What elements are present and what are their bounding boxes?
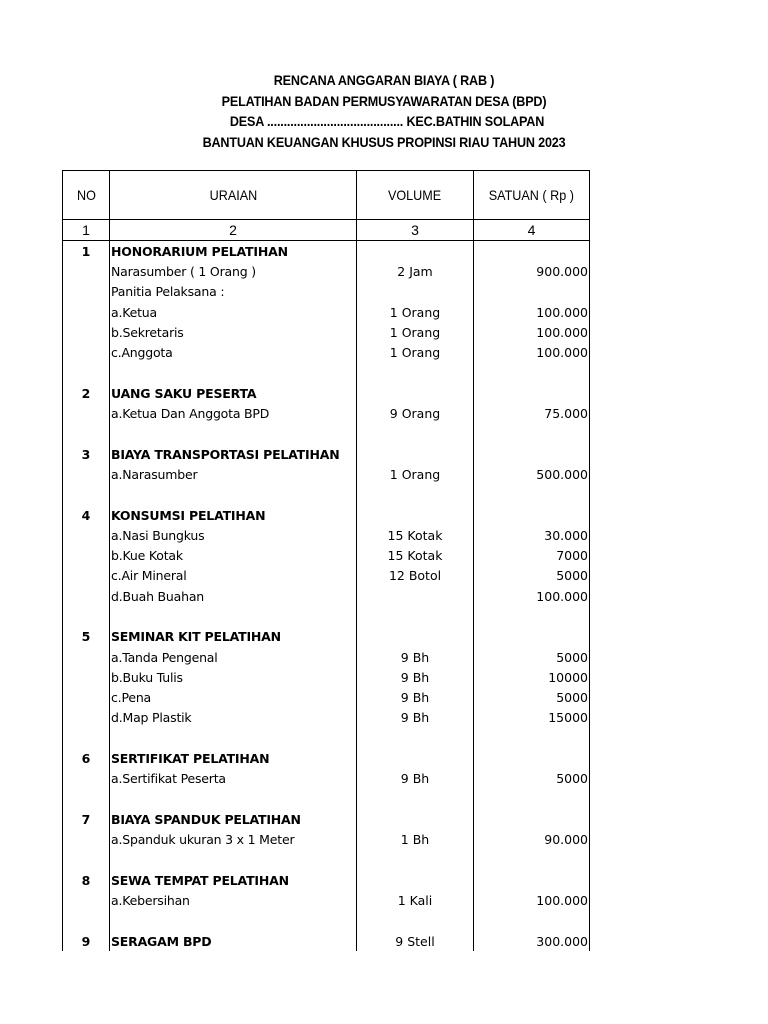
table-row <box>63 647 590 667</box>
table-row <box>63 789 590 809</box>
row-satuan-cell <box>474 505 590 525</box>
row-satuan-cell <box>474 363 590 383</box>
row-volume-cell <box>357 241 474 262</box>
row-uraian-cell: c.Anggota <box>110 342 357 362</box>
row-uraian-cell <box>110 911 357 931</box>
row-volume-cell <box>357 911 474 931</box>
row-satuan-cell: 7000 <box>474 545 590 565</box>
row-satuan-cell: 5000 <box>474 688 590 708</box>
row-number-cell <box>63 545 110 565</box>
row-uraian-cell: c.Air Mineral <box>110 566 357 586</box>
row-number-cell <box>63 586 110 606</box>
table-row <box>63 485 590 505</box>
row-satuan-cell: 300.000 <box>474 931 590 951</box>
row-satuan-cell: 100.000 <box>474 302 590 322</box>
row-uraian-cell: a.Tanda Pengenal <box>110 647 357 667</box>
row-uraian-cell <box>110 850 357 870</box>
row-volume-cell <box>357 870 474 890</box>
row-volume-cell <box>357 383 474 403</box>
row-uraian-cell: d.Buah Buahan <box>110 586 357 606</box>
row-uraian-cell: SEMINAR KIT PELATIHAN <box>110 627 357 647</box>
row-satuan-cell: 5000 <box>474 769 590 789</box>
row-number-cell <box>63 282 110 302</box>
row-uraian-cell: KONSUMSI PELATIHAN <box>110 505 357 525</box>
row-satuan-cell: 100.000 <box>474 322 590 342</box>
table-row <box>63 505 590 525</box>
row-satuan-cell <box>474 241 590 262</box>
table-row <box>63 850 590 870</box>
row-uraian-cell: SERTIFIKAT PELATIHAN <box>110 748 357 768</box>
table-row <box>63 342 590 362</box>
column-number: 3 <box>357 220 474 241</box>
row-uraian-cell: a.Sertifikat Peserta <box>110 769 357 789</box>
header-no: NO <box>63 171 110 220</box>
row-satuan-cell <box>474 424 590 444</box>
document-title-block <box>0 70 768 152</box>
row-volume-cell: 1 Kali <box>357 891 474 911</box>
row-uraian-cell: b.Buku Tulis <box>110 667 357 687</box>
table-row <box>63 464 590 484</box>
row-satuan-cell: 15000 <box>474 708 590 728</box>
row-uraian-cell: b.Sekretaris <box>110 322 357 342</box>
table-row <box>63 302 590 322</box>
row-uraian-cell <box>110 363 357 383</box>
row-volume-cell: 12 Botol <box>357 566 474 586</box>
row-uraian-cell: c.Pena <box>110 688 357 708</box>
table-row <box>63 688 590 708</box>
row-uraian-cell: UANG SAKU PESERTA <box>110 383 357 403</box>
table-row <box>63 586 590 606</box>
row-number-cell <box>63 708 110 728</box>
row-volume-cell: 15 Kotak <box>357 545 474 565</box>
row-volume-cell: 9 Bh <box>357 708 474 728</box>
row-uraian-cell: a.Spanduk ukuran 3 x 1 Meter <box>110 830 357 850</box>
title-line-3: DESA ......................................... KEC.BATHIN SOLAPAN <box>229 113 545 129</box>
row-number-cell <box>63 688 110 708</box>
table-row <box>63 667 590 687</box>
table-row <box>63 525 590 545</box>
row-volume-cell: 9 Bh <box>357 688 474 708</box>
row-satuan-cell <box>474 789 590 809</box>
row-uraian-cell: Narasumber ( 1 Orang ) <box>110 261 357 281</box>
row-volume-cell <box>357 485 474 505</box>
row-satuan-cell <box>474 870 590 890</box>
row-volume-cell: 2 Jam <box>357 261 474 281</box>
row-number-cell <box>63 403 110 423</box>
row-satuan-cell <box>474 485 590 505</box>
row-uraian-cell: BIAYA SPANDUK PELATIHAN <box>110 809 357 829</box>
table-row <box>63 322 590 342</box>
column-number-row <box>63 220 590 241</box>
table-row <box>63 830 590 850</box>
row-number-cell: 4 <box>63 505 110 525</box>
row-uraian-cell <box>110 728 357 748</box>
budget-table <box>62 170 590 951</box>
row-uraian-cell: b.Kue Kotak <box>110 545 357 565</box>
row-satuan-cell <box>474 748 590 768</box>
row-volume-cell <box>357 444 474 464</box>
row-number-cell <box>63 322 110 342</box>
row-uraian-cell <box>110 789 357 809</box>
row-number-cell: 1 <box>63 241 110 262</box>
row-uraian-cell: BIAYA TRANSPORTASI PELATIHAN <box>110 444 357 464</box>
header-satuan: SATUAN ( Rp ) <box>474 171 590 220</box>
row-volume-cell <box>357 505 474 525</box>
row-number-cell: 9 <box>63 931 110 951</box>
row-volume-cell: 1 Bh <box>357 830 474 850</box>
row-number-cell: 8 <box>63 870 110 890</box>
column-number: 2 <box>110 220 357 241</box>
table-row <box>63 911 590 931</box>
row-number-cell <box>63 464 110 484</box>
title-line-1: RENCANA ANGGARAN BIAYA ( RAB ) <box>273 72 495 88</box>
row-uraian-cell: a.Kebersihan <box>110 891 357 911</box>
header-uraian: URAIAN <box>110 171 357 220</box>
row-number-cell <box>63 525 110 545</box>
row-number-cell <box>63 667 110 687</box>
row-uraian-cell: a.Ketua <box>110 302 357 322</box>
row-satuan-cell <box>474 728 590 748</box>
table-row <box>63 383 590 403</box>
row-number-cell <box>63 789 110 809</box>
row-number-cell <box>63 911 110 931</box>
column-number: 4 <box>474 220 590 241</box>
table-row <box>63 403 590 423</box>
row-satuan-cell: 100.000 <box>474 342 590 362</box>
row-satuan-cell <box>474 850 590 870</box>
row-satuan-cell <box>474 444 590 464</box>
table-row <box>63 769 590 789</box>
row-uraian-cell: HONORARIUM PELATIHAN <box>110 241 357 262</box>
header-volume: VOLUME <box>357 171 474 220</box>
table-row <box>63 809 590 829</box>
row-satuan-cell <box>474 606 590 626</box>
row-satuan-cell <box>474 282 590 302</box>
table-row <box>63 708 590 728</box>
row-satuan-cell: 90.000 <box>474 830 590 850</box>
row-number-cell <box>63 606 110 626</box>
row-satuan-cell: 900.000 <box>474 261 590 281</box>
row-number-cell <box>63 830 110 850</box>
row-number-cell <box>63 566 110 586</box>
row-satuan-cell: 100.000 <box>474 891 590 911</box>
table-row <box>63 891 590 911</box>
row-satuan-cell <box>474 911 590 931</box>
row-satuan-cell: 500.000 <box>474 464 590 484</box>
table-row <box>63 606 590 626</box>
table-row <box>63 728 590 748</box>
row-number-cell <box>63 891 110 911</box>
row-uraian-cell <box>110 606 357 626</box>
row-number-cell <box>63 363 110 383</box>
row-satuan-cell: 10000 <box>474 667 590 687</box>
row-volume-cell <box>357 282 474 302</box>
row-number-cell <box>63 850 110 870</box>
row-volume-cell: 9 Orang <box>357 403 474 423</box>
row-volume-cell <box>357 627 474 647</box>
row-satuan-cell <box>474 383 590 403</box>
row-uraian-cell: SERAGAM BPD <box>110 931 357 951</box>
row-uraian-cell: a.Ketua Dan Anggota BPD <box>110 403 357 423</box>
row-number-cell <box>63 261 110 281</box>
table-row <box>63 748 590 768</box>
row-number-cell: 7 <box>63 809 110 829</box>
table-row <box>63 566 590 586</box>
row-volume-cell <box>357 809 474 829</box>
row-volume-cell: 9 Bh <box>357 647 474 667</box>
row-volume-cell: 1 Orang <box>357 322 474 342</box>
table-row <box>63 627 590 647</box>
row-satuan-cell: 5000 <box>474 647 590 667</box>
row-volume-cell <box>357 728 474 748</box>
table-row <box>63 424 590 444</box>
column-number: 1 <box>63 220 110 241</box>
row-number-cell <box>63 485 110 505</box>
row-number-cell <box>63 424 110 444</box>
row-satuan-cell: 30.000 <box>474 525 590 545</box>
row-uraian-cell <box>110 485 357 505</box>
row-uraian-cell <box>110 424 357 444</box>
row-number-cell: 5 <box>63 627 110 647</box>
row-volume-cell: 9 Bh <box>357 667 474 687</box>
row-number-cell <box>63 302 110 322</box>
table-row <box>63 931 590 951</box>
row-volume-cell <box>357 424 474 444</box>
row-satuan-cell: 5000 <box>474 566 590 586</box>
table-row <box>63 241 590 262</box>
row-number-cell: 3 <box>63 444 110 464</box>
row-volume-cell: 9 Stell <box>357 931 474 951</box>
row-volume-cell: 1 Orang <box>357 302 474 322</box>
row-number-cell: 6 <box>63 748 110 768</box>
table-header-row <box>63 171 590 220</box>
table-row <box>63 444 590 464</box>
title-line-4: BANTUAN KEUANGAN KHUSUS PROPINSI RIAU TAHUN 2023 <box>202 133 566 150</box>
row-volume-cell: 1 Orang <box>357 464 474 484</box>
row-uraian-cell: SEWA TEMPAT PELATIHAN <box>110 870 357 890</box>
row-satuan-cell <box>474 627 590 647</box>
row-volume-cell <box>357 850 474 870</box>
row-volume-cell <box>357 789 474 809</box>
row-number-cell <box>63 769 110 789</box>
row-number-cell <box>63 728 110 748</box>
table-row <box>63 363 590 383</box>
table-body <box>63 241 590 952</box>
row-volume-cell: 9 Bh <box>357 769 474 789</box>
table-row <box>63 545 590 565</box>
row-uraian-cell: a.Narasumber <box>110 464 357 484</box>
row-uraian-cell: d.Map Plastik <box>110 708 357 728</box>
title-line-2: PELATIHAN BADAN PERMUSYAWARATAN DESA (BPD) <box>221 92 547 109</box>
row-volume-cell: 15 Kotak <box>357 525 474 545</box>
row-number-cell: 2 <box>63 383 110 403</box>
row-satuan-cell: 100.000 <box>474 586 590 606</box>
row-volume-cell <box>357 606 474 626</box>
row-volume-cell <box>357 363 474 383</box>
row-number-cell <box>63 342 110 362</box>
table-row <box>63 282 590 302</box>
table-row <box>63 870 590 890</box>
row-volume-cell <box>357 748 474 768</box>
row-volume-cell: 1 Orang <box>357 342 474 362</box>
row-number-cell <box>63 647 110 667</box>
row-satuan-cell: 75.000 <box>474 403 590 423</box>
row-uraian-cell: Panitia Pelaksana : <box>110 282 357 302</box>
row-volume-cell <box>357 586 474 606</box>
table-row <box>63 261 590 281</box>
row-uraian-cell: a.Nasi Bungkus <box>110 525 357 545</box>
row-satuan-cell <box>474 809 590 829</box>
